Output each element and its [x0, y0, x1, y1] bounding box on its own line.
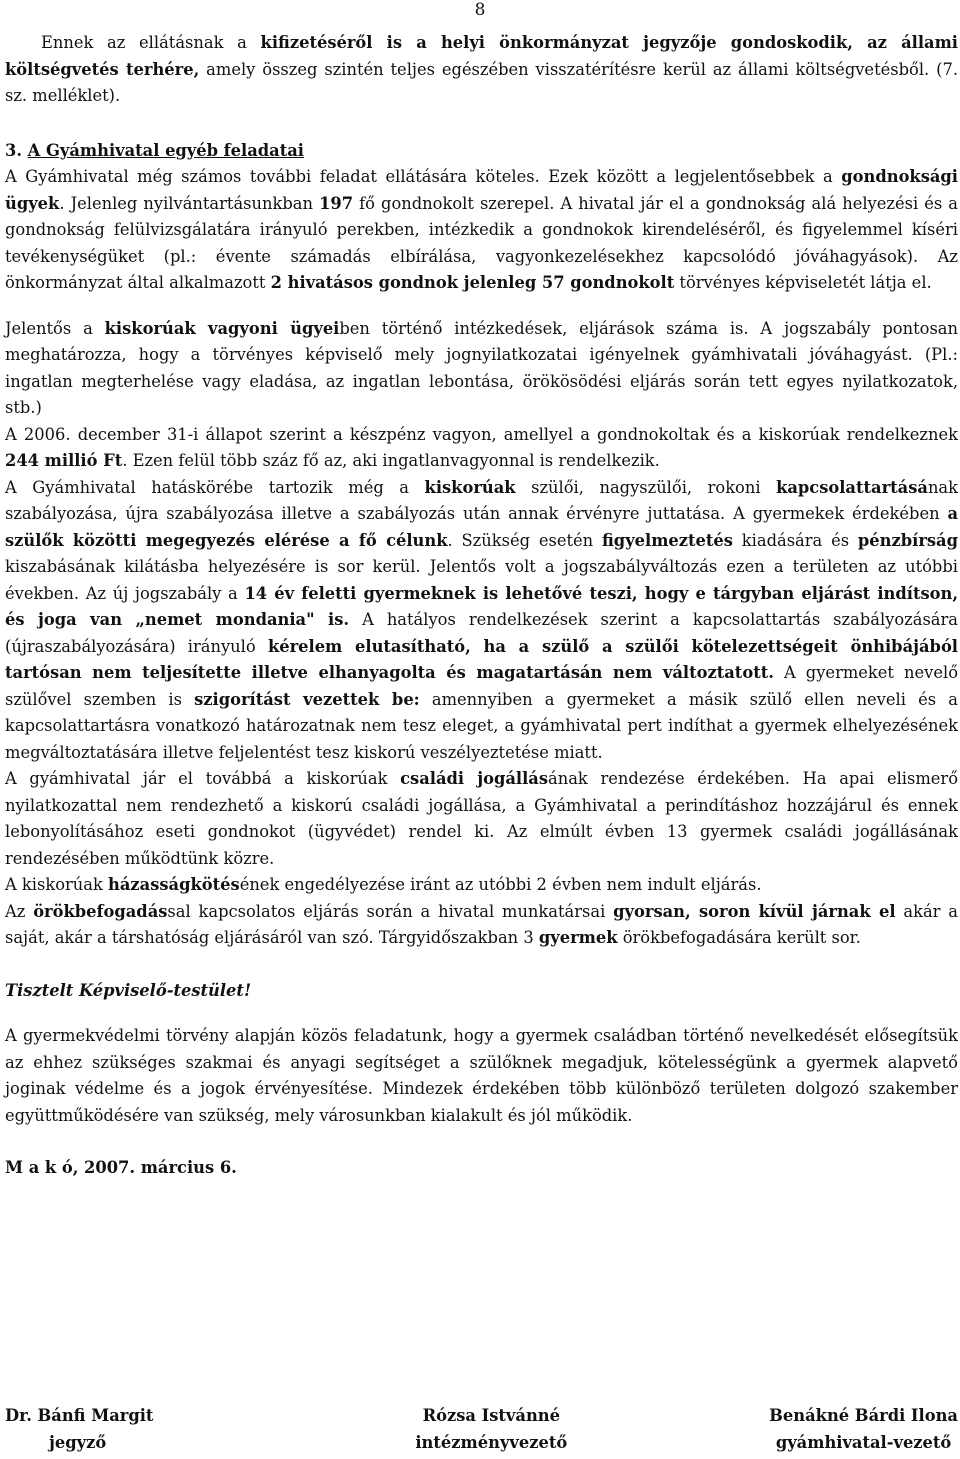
signature-director — [415, 1403, 567, 1456]
place-date: M a k ó, 2007. március 6. — [5, 1158, 237, 1177]
paragraph-contact-rights: A Gyámhivatal hatáskörébe tartozik még a kiskorúak szülői, nagyszülői, rokoni kapcsolattartásának szabályozása, újra szabályozása illetve a szabályozás után annak érvényre juttatása. A gyermekek érdekében a szülők közötti megegyezés elérése a fő célunk. Szükség esetén figyelmeztetés kiadására és pénzbírság kiszabásának kilátásba helyezésére is sor kerül. Jelentős volt a jogszabályváltozás ezen a területen az utóbbi években. Az új jogszabály a 14 év feletti gyermeknek is lehetővé teszi, hogy e tárgyban eljárást indítson, és joga van „nemet mondania" is. A hatályos rendelkezések szerint a kapcsolattartás szabályozására (újraszabályozására) irányuló kérelem elutasítható, ha a szülő a szülői kötelezettségeit önhibájából tartósan nem teljesítette illetve elhanyagolta és magatartásán nem változtatott. A gyermeket nevelő szülővel szemben is szigorítást vezettek be: amennyiben a gyermeket a másik szülő ellen neveli és a kapcsolattartásra vonatkozó határozatnak nem tesz eleget, a gyámhivatal pert indíthat a gyermek elhelyezésének megváltoztatására illetve feljelentést tesz kiskorú veszélyeztetése miatt. — [5, 477, 959, 762]
section-heading — [5, 138, 958, 165]
signature-name: Rózsa Istvánné — [422, 1406, 560, 1425]
signature-name: Dr. Bánfi Margit — [5, 1406, 154, 1425]
signature-title: jegyző — [49, 1432, 107, 1452]
signature-notary — [5, 1403, 153, 1456]
paragraph-family-status: A gyámhivatal jár el továbbá a kiskorúak családi jogállásának rendezése érdekében. Ha apai elismerő nyilatkozattal nem rendezhető a kiskorú családi jogállása, a Gyámhivatal a perindításhoz hozzájárul és ennek lebonyolításához eseti gondnokot (ügyvédet) rendel ki. Az elmúlt évben 13 gyermek családi jogállásának rendezésében működtünk közre. — [5, 769, 959, 868]
section-title: A Gyámhivatal egyéb feladatai — [27, 140, 304, 160]
salutation: Tisztelt Képviselő-testület! — [5, 980, 252, 1000]
document-body — [5, 30, 958, 1182]
signature-name: Benákné Bárdi Ilona — [769, 1406, 958, 1425]
page-number: 8 — [474, 0, 486, 20]
paragraph-marriage: A kiskorúak házasságkötésének engedélyezése iránt az utóbbi 2 évben nem indult eljárás. — [5, 875, 762, 894]
signature-title: intézményvezető — [415, 1432, 568, 1452]
paragraph-cash-assets: A 2006. december 31-i állapot szerint a készpénz vagyon, amellyel a gondnokoltak és a kiskorúak rendelkeznek 244 millió Ft. Ezen felül több száz fő az, aki ingatlanvagyonnal is rendelkezik. — [5, 424, 958, 470]
signature-title: gyámhivatal-vezető — [775, 1432, 952, 1452]
section-number: 3. — [5, 140, 22, 160]
signature-block — [5, 1403, 958, 1456]
paragraph-closing: A gyermekvédelmi törvény alapján közös feladatunk, hogy a gyermek családban történő nevelkedését elősegítsük az ehhez szükséges szakmai és anyagi segítséget a szülőknek megadjuk, kötelességünk a gyermek alapvető joginak védelme és a jogok érvényesítése. Mindezek érdekében több különböző területen dolgozó szakember együttműködésére van szükség, mely városunkban kialakult és jól működik. — [5, 1026, 958, 1125]
paragraph-guardianship: A Gyámhivatal még számos további feladat ellátására köteles. Ezek között a legjelentősebbek a gondnoksági ügyek. Jelenleg nyilvántartásunkban 197 fő gondnokolt szerepel. A hivatal jár el a gondnokság alá helyezési és a gondnokság felülvizsgálatára irányuló perekben, intézkedik a gondnokok kirendeléséről, és figyelemmel kíséri tevékenységüket (pl.: évente számadás elbírálása, vagyonkezelésekhez kapcsolódó jóváhagyások). Az önkormányzat által alkalmazott 2 hivatásos gondnok jelenleg 57 gondnokolt törvényes képviseletét látja el. — [5, 167, 958, 292]
paragraph-reimbursement: Ennek az ellátásnak a kifizetéséről is a helyi önkormányzat jegyzője gondoskodik, az állami költségvetés terhére, amely összeg szintén teljes egészében visszatérítésre kerül az állami költségvetésből. (7. sz. melléklet). — [5, 33, 958, 105]
paragraph-adoption: Az örökbefogadással kapcsolatos eljárás során a hivatal munkatársai gyorsan, soron kívül járnak el akár a saját, akár a társhatóság eljárásáról van szó. Tárgyidőszakban 3 gyermek örökbefogadására került sor. — [5, 901, 958, 947]
paragraph-minors-assets: Jelentős a kiskorúak vagyoni ügyeiben történő intézkedések, eljárások száma is. A jogszabály pontosan meghatározza, hogy a törvényes képviselő mely jognyilatkozatai igényelnek gyámhivatali jóváhagyást. (Pl.: ingatlan megterhelése vagy eladása, az ingatlan lebontása, örökösödési eljárás során tett egyes nyilatkozatok, stb.) — [5, 318, 958, 417]
signature-guardianship-head — [769, 1403, 958, 1456]
